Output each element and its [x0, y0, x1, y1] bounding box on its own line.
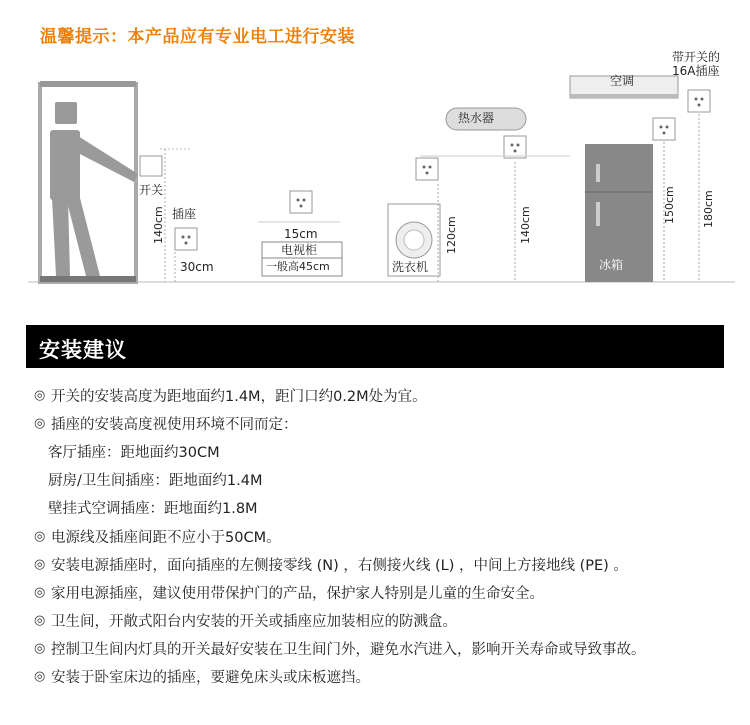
tv-socket-height-label: 15cm: [284, 227, 318, 241]
tv-cabinet-height-label: 一般高45cm: [266, 260, 330, 273]
section-header: [26, 325, 724, 368]
installation-tips-list: [34, 381, 734, 691]
switch-icon: [140, 156, 162, 176]
list-item-text: 开关的安装高度为距地面约1.4M，距门口约0.2M处为宜。: [51, 388, 427, 405]
list-item: [34, 409, 734, 437]
list-item-text: 插座的安装高度视使用环境不同而定：: [51, 416, 298, 433]
switch-height-label: 140cm: [152, 206, 165, 244]
list-item: [34, 466, 734, 494]
water-heater-label: 热水器: [458, 111, 495, 125]
list-item: [34, 494, 734, 522]
water-heater-height-label: 140cm: [519, 206, 532, 244]
section-title: 安装建议: [39, 338, 127, 362]
list-item: [34, 635, 734, 663]
list-item-text: 卫生间，开敞式阳台内安装的开关或插座应加装相应的防溅盒。: [51, 614, 457, 631]
list-item: [34, 607, 734, 635]
list-item: [34, 663, 734, 691]
ac-socket-label-line1: 带开关的: [672, 50, 721, 64]
bullet-icon: ◎: [34, 613, 46, 629]
switch-label: 开关: [139, 183, 164, 197]
socket-height-label: 30cm: [180, 260, 214, 274]
bullet-icon: ◎: [34, 641, 46, 657]
water-heater-icon: [420, 108, 570, 282]
list-item-text: 家用电源插座，建议使用带保护门的产品，保护家人特别是儿童的生命安全。: [51, 585, 544, 602]
installation-height-diagram: [0, 44, 750, 306]
socket-icon-living-room: [175, 228, 197, 250]
bullet-icon: ◎: [34, 415, 46, 431]
list-item-text: 厨房/卫生间插座：距地面约1.4M: [48, 473, 263, 490]
list-item: [34, 381, 734, 409]
warning-tip: 温馨提示：本产品应有专业电工进行安装: [40, 27, 355, 47]
ac-socket-height-label: 180cm: [702, 190, 715, 228]
door-threshold: [40, 276, 136, 282]
list-item: [34, 522, 734, 550]
list-item: [34, 578, 734, 606]
tv-cabinet-label: 电视柜: [281, 243, 318, 257]
list-item-text: 客厅插座：距地面约30CM: [48, 444, 220, 461]
fridge-label: 冰箱: [599, 258, 624, 272]
list-item-text: 控制卫生间内灯具的开关最好安装在卫生间门外，避免水汽进入，影响开关寿命或导致事故。: [51, 642, 646, 659]
list-item-text: 安装电源插座时，面向插座的左侧接零线 (N) ，右侧接火线 (L) ，中间上方接地线 (PE) 。: [51, 557, 628, 574]
list-item-text: 安装于卧室床边的插座，要避免床头或床板遮挡。: [51, 670, 370, 687]
bullet-icon: ◎: [34, 387, 46, 403]
list-item: [34, 437, 734, 465]
fridge-socket-height-label: 150cm: [663, 186, 676, 224]
diagram-graphics: [0, 44, 750, 306]
list-item-text: 电源线及插座间距不应小于50CM。: [51, 529, 281, 546]
person-icon: [50, 102, 138, 276]
bullet-icon: ◎: [34, 528, 46, 544]
list-item: [34, 550, 734, 578]
socket-label: 插座: [172, 207, 197, 221]
ac-label: 空调: [610, 74, 635, 88]
ac-socket-label-line2: 16A插座: [672, 64, 720, 78]
bullet-icon: ◎: [34, 556, 46, 572]
bullet-icon: ◎: [34, 584, 46, 600]
washer-label: 洗衣机: [392, 260, 429, 274]
washer-height-label: 120cm: [445, 216, 458, 254]
list-item-text: 壁挂式空调插座：距地面约1.8M: [48, 501, 258, 518]
bullet-icon: ◎: [34, 669, 46, 685]
